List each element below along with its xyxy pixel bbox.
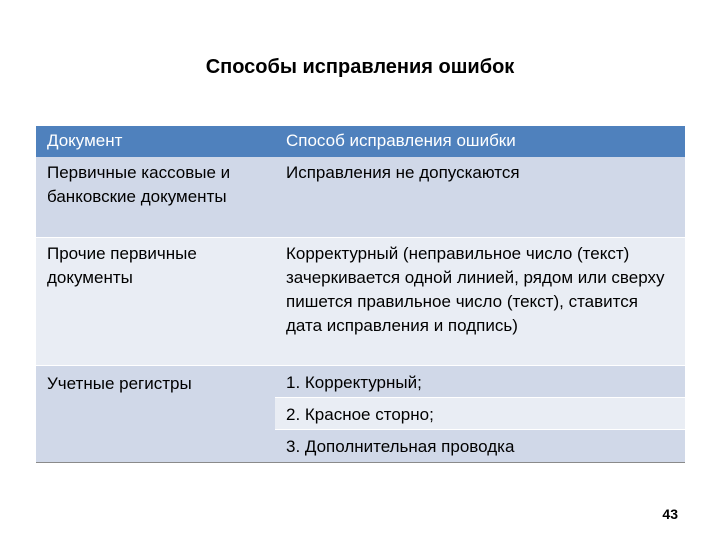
- cell-method: Корректурный (неправильное число (текст) зачеркивается одной линией, рядом или сверху пишется правильное число (текст), ставится дата исправления и подпись): [286, 244, 665, 335]
- method-list-item: 2. Красное сторно;: [275, 398, 685, 430]
- header-document: Документ: [47, 131, 123, 150]
- method-list-item: 3. Дополнительная проводка: [275, 430, 685, 462]
- cell-document: Учетные регистры: [47, 374, 192, 393]
- page-number: 43: [662, 506, 678, 522]
- cell-method: Исправления не допускаются: [286, 163, 520, 182]
- method-list-item: 1. Корректурный;: [275, 366, 685, 398]
- corrections-table: [36, 126, 685, 463]
- method-list: [275, 366, 685, 462]
- cell-document: Первичные кассовые и банковские документы: [47, 163, 231, 206]
- cell-document: Прочие первичные документы: [47, 244, 197, 287]
- table-header-row: [36, 126, 685, 157]
- table-row: [36, 366, 685, 463]
- header-method: Способ исправления ошибки: [286, 131, 516, 150]
- slide-title: Способы исправления ошибок: [205, 56, 515, 78]
- table-row: [36, 238, 685, 366]
- table-row: [36, 157, 685, 238]
